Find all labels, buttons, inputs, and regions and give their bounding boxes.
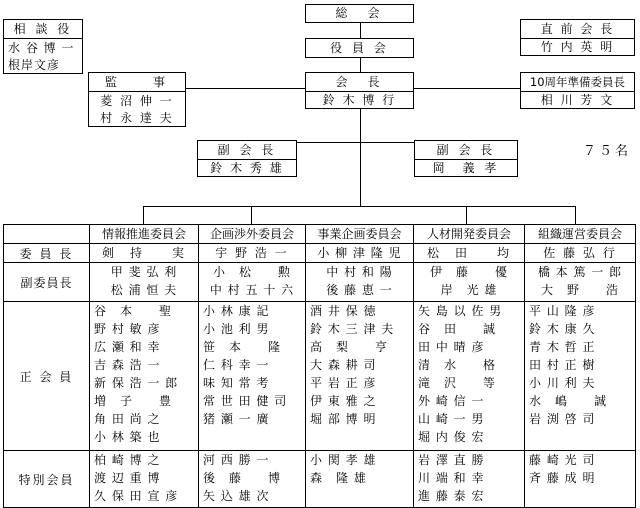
regular-member: 小 池 利 男 — [203, 322, 270, 336]
regular-member: 堀 内 俊 宏 — [418, 430, 485, 444]
anniversary-title: 10周年準備委員長 — [521, 73, 634, 92]
regular-member: 味 知 常 考 — [203, 376, 270, 390]
regular-member: 猪 瀬 一 廣 — [203, 412, 270, 426]
connector-line — [360, 142, 361, 206]
special-cell — [199, 451, 306, 508]
vice-chair-member: 甲 斐 弘 利 — [110, 265, 178, 279]
regular-cell — [90, 302, 199, 451]
regular-member: 増 子 豊 — [94, 394, 173, 408]
regular-member: 平 山 隆 彦 — [529, 304, 596, 318]
committee-table — [3, 224, 636, 508]
special-member: 岩 澤 直 勝 — [418, 453, 485, 467]
row-label: 副委員長 — [4, 263, 90, 302]
regular-member: 小 林 康 記 — [203, 304, 270, 318]
regular-member: 伊 東 雅 之 — [310, 394, 377, 408]
connector-line — [360, 58, 361, 72]
special-member: 小 関 孝 雄 — [310, 453, 377, 467]
committee-chair-name: 佐 藤 弘 行 — [543, 246, 617, 260]
vice-chair-name: 鈴 木 秀 雄 — [210, 161, 284, 175]
vice-chair-title: 副 会 長 — [415, 141, 517, 160]
chairman-name: 鈴 木 博 行 — [322, 93, 397, 107]
connector-line — [360, 22, 361, 38]
special-cell — [525, 451, 636, 508]
regular-member: 高 梨 亨 — [310, 340, 389, 354]
vice-chair-member: 岸 光 雄 — [440, 283, 498, 297]
board-meeting-box — [305, 38, 414, 58]
special-member-row — [4, 451, 636, 508]
chairman-title: 会 長 — [306, 73, 413, 92]
chair-cell — [525, 244, 636, 263]
vice-chair-member: 中 村 和 陽 — [326, 265, 393, 279]
committee-name: 情報推進委員会 — [101, 227, 186, 241]
regular-member: 吉 森 浩 一 — [94, 358, 161, 372]
advisor-member: 水 谷 博 一 — [8, 41, 75, 55]
special-member: 川 端 和 幸 — [418, 471, 485, 485]
connector-line — [143, 206, 144, 225]
special-member: 久 保 田 宣 彦 — [94, 489, 179, 503]
regular-member: 水 嶋 誠 — [529, 394, 608, 408]
committee-name: 事業企画委員会 — [317, 227, 402, 241]
anniversary-box — [520, 72, 635, 109]
regular-cell — [306, 302, 414, 451]
committee-name-cell — [199, 225, 306, 244]
committee-name-cell — [90, 225, 199, 244]
committee-name: 企画渉外委員会 — [209, 227, 294, 241]
chair-cell — [414, 244, 525, 263]
vice-chair-member: 松 浦 恒 夫 — [110, 283, 178, 297]
special-cell — [414, 451, 525, 508]
chair-cell — [306, 244, 414, 263]
auditors-box — [88, 72, 186, 127]
regular-member: 山 崎 一 男 — [418, 412, 485, 426]
committee-chair-name: 剣 持 実 — [101, 246, 186, 260]
vice-chair-right-box — [414, 140, 518, 177]
regular-member: 大 森 耕 司 — [310, 358, 377, 372]
special-member: 矢 込 雄 次 — [203, 489, 270, 503]
vice-chair-left-box — [197, 140, 297, 177]
auditor-member: 村 永 達 夫 — [100, 111, 174, 125]
special-cell — [90, 451, 199, 508]
chair-cell — [90, 244, 199, 263]
regular-member: 滝 沢 等 — [418, 376, 497, 390]
special-member: 森 隆 雄 — [310, 471, 367, 485]
regular-member: 田 村 正 樹 — [529, 358, 596, 372]
auditor-member: 菱 沼 伸 一 — [100, 94, 174, 108]
chair-cell — [199, 244, 306, 263]
row-label: 特別会員 — [4, 451, 90, 508]
regular-member: 角 田 尚 之 — [94, 412, 161, 426]
committee-name-cell — [306, 225, 414, 244]
regular-cell — [414, 302, 525, 451]
regular-member: 鈴 木 三 津 夫 — [310, 322, 395, 336]
regular-member: 鈴 木 康 久 — [529, 322, 596, 336]
row-label: 委 員 長 — [4, 244, 90, 263]
vice-cell — [90, 263, 199, 302]
regular-member: 谷 本 聖 — [94, 304, 173, 318]
advisors-box — [3, 19, 83, 74]
connector-line — [575, 206, 576, 225]
committee-name: 組織運営委員会 — [537, 227, 622, 241]
committee-chair-name: 宇 野 浩 一 — [215, 246, 289, 260]
vice-chair-title: 副 会 長 — [198, 141, 296, 160]
member-count: ７５名 — [583, 144, 632, 159]
connector-line — [143, 206, 575, 207]
vice-chair-row — [4, 263, 636, 302]
vice-cell — [525, 263, 636, 302]
former-chair-name: 竹 内 英 明 — [540, 40, 615, 54]
regular-member: 田 中 晴 彦 — [418, 340, 485, 354]
special-cell — [306, 451, 414, 508]
regular-member-row — [4, 302, 636, 451]
vice-chair-member: 橋 本 篤 一 郎 — [537, 265, 623, 279]
special-member: 渡 辺 重 博 — [94, 471, 161, 485]
regular-member: 新 保 浩 一 郎 — [94, 376, 179, 390]
regular-member: 笹 本 隆 — [203, 340, 282, 354]
advisors-title: 相 談 役 — [4, 20, 82, 39]
vice-chair-member: 伊 藤 優 — [429, 265, 508, 279]
auditors-title: 監 事 — [89, 73, 185, 92]
regular-member: 清 水 格 — [418, 358, 497, 372]
former-chair-box — [520, 19, 635, 56]
regular-member: 谷 田 誠 — [418, 322, 497, 336]
chairman-box — [305, 72, 414, 109]
committee-chair-name: 松 田 均 — [426, 246, 511, 260]
connector-line — [360, 109, 361, 142]
regular-member: 堀 部 博 明 — [310, 412, 377, 426]
regular-member: 小 林 築 也 — [94, 430, 161, 444]
header-corner-cell — [4, 225, 90, 244]
special-member: 後 藤 博 — [203, 471, 282, 485]
regular-member: 岩 渕 啓 司 — [529, 412, 596, 426]
special-member: 斉 藤 成 明 — [529, 471, 596, 485]
former-chair-title: 直 前 会 長 — [521, 20, 634, 39]
connector-line — [466, 206, 467, 225]
committee-name-cell — [414, 225, 525, 244]
row-label: 正 会 員 — [4, 302, 90, 451]
special-member: 柏 崎 博 之 — [94, 453, 161, 467]
vice-chair-member: 大 野 浩 — [540, 283, 619, 297]
regular-member: 酒 井 保 徳 — [310, 304, 377, 318]
regular-member: 矢 島 以 佐 男 — [418, 304, 503, 318]
regular-member: 小 川 利 夫 — [529, 376, 596, 390]
vice-chair-member: 小 松 勲 — [212, 265, 291, 279]
vice-chair-name: 岡 義 孝 — [432, 161, 500, 175]
regular-member: 平 岩 正 彦 — [310, 376, 377, 390]
vice-cell — [414, 263, 525, 302]
vice-chair-member: 後 藤 恵 一 — [326, 283, 393, 297]
regular-cell — [525, 302, 636, 451]
chair-row — [4, 244, 636, 263]
committee-name-cell — [525, 225, 636, 244]
advisor-member: 根岸文彦 — [8, 58, 61, 72]
committee-name: 人材開発委員会 — [426, 227, 511, 241]
anniversary-name: 相 川 芳 文 — [540, 93, 615, 107]
regular-member: 常 世 田 健 司 — [203, 394, 288, 408]
committee-chair-name: 小 柳 津 隆 児 — [317, 246, 402, 260]
regular-member: 仁 科 幸 一 — [203, 358, 270, 372]
regular-member: 広 瀬 和 幸 — [94, 340, 161, 354]
special-member: 進 藤 泰 宏 — [418, 489, 485, 503]
regular-member: 外 崎 信 一 — [418, 394, 485, 408]
vice-cell — [199, 263, 306, 302]
vice-chair-member: 中 村 五 十 六 — [209, 283, 295, 297]
general-assembly-box — [305, 4, 414, 23]
board-meeting-label: 役 員 会 — [330, 41, 389, 55]
regular-cell — [199, 302, 306, 451]
committee-header-row — [4, 225, 636, 244]
general-assembly-label: 総 会 — [335, 6, 384, 20]
regular-member: 野 村 敏 彦 — [94, 322, 161, 336]
connector-line — [251, 206, 252, 225]
regular-member: 青 木 哲 正 — [529, 340, 596, 354]
vice-cell — [306, 263, 414, 302]
special-member: 河 西 勝 一 — [203, 453, 270, 467]
special-member: 藤 崎 光 司 — [529, 453, 596, 467]
